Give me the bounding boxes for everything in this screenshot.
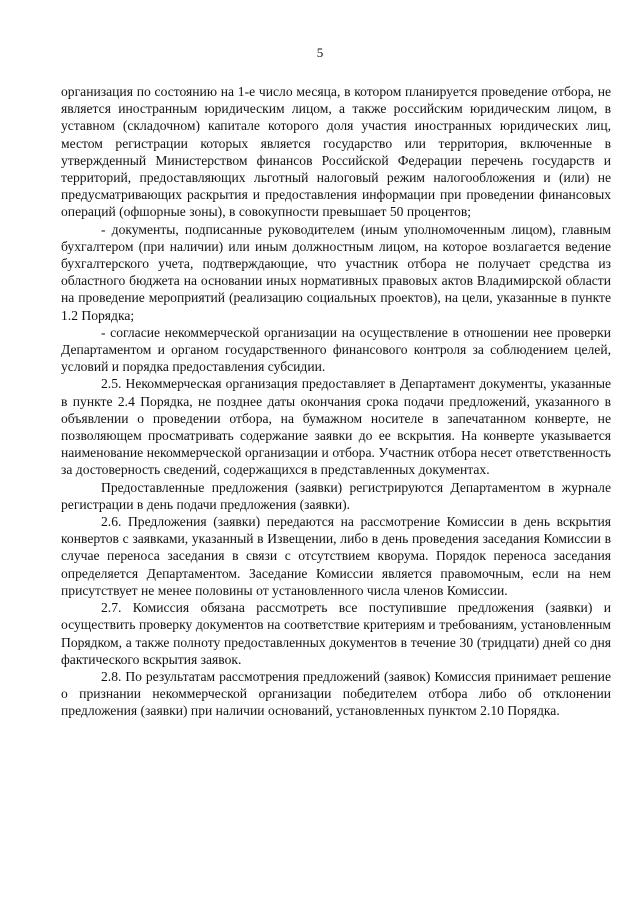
page-number: 5 bbox=[316, 45, 324, 60]
paragraph-registration: Предоставленные предложения (заявки) регистрируются Департаментом в журнале регистрации в день подачи предложения (заявки). bbox=[61, 479, 611, 512]
document-body bbox=[61, 83, 611, 720]
paragraph-continuation: организация по состоянию на 1-е число месяца, в котором планируется проведение отбора, не является иностранным юридическим лицом, а также российским юридическим лицом, в уставном (складочном) капитале которого доля участия иностранных юридических лиц, местом регистрации которых является государство или территория, включенные в утвержденный Министерством финансов Российской Федерации перечень государств и территорий, предоставляющих льготный налоговый режим налогообложения и (или) не предусматривающих раскрытия и предоставления информации при проведении финансовых операций (офшорные зоны), в совокупности превышает 50 процентов; bbox=[61, 84, 611, 220]
paragraph-2-6: 2.6. Предложения (заявки) передаются на рассмотрение Комиссии в день вскрытия конвертов с заявками, указанный в Извещении, либо в день проведения заседания Комиссии в случае переноса заседания в связи с отсутствием кворума. Порядок переноса заседания определяется Департаментом. Заседание Комиссии является правомочным, если на нем присутствует не менее половины от установленного числа членов Комиссии. bbox=[61, 514, 611, 598]
paragraph-2-7: 2.7. Комиссия обязана рассмотреть все поступившие предложения (заявки) и осуществить проверку документов на соответствие критериям и требованиям, установленным Порядком, а также полноту предоставленных документов в течение 30 (тридцати) дней со дня фактического вскрытия заявок. bbox=[61, 600, 611, 667]
paragraph-documents-list-item: - документы, подписанные руководителем (иным уполномоченным лицом), главным бухгалтером (при наличии) или иным должностным лицом, на которое возлагается ведение бухгалтерского учета, подтверждающие, что участник отбора не получает средства из областного бюджета на основании иных нормативных правовых актов Владимирской области на проведение мероприятий (реализацию социальных проектов), на цели, указанные в пункте 1.2 Порядка; bbox=[61, 221, 611, 323]
paragraph-2-5: 2.5. Некоммерческая организация предоставляет в Департамент документы, указанные в пункте 2.4 Порядка, не позднее даты окончания срока подачи предложений, указанного в объявлении о проведении отбора, на бумажном носителе в запечатанном конверте, не позволяющем просматривать содержание заявки до ее вскрытия. На конверте указывается наименование некоммерческой организации и отбора. Участник отбора несет ответственность за достоверность сведений, содержащихся в представленных документах. bbox=[61, 376, 611, 478]
paragraph-2-8: 2.8. По результатам рассмотрения предложений (заявок) Комиссия принимает решение о признании некоммерческой организации победителем отбора либо об отклонении предложения (заявки) при наличии оснований, установленных пунктом 2.10 Порядка. bbox=[61, 668, 611, 719]
paragraph-consent-list-item: - согласие некоммерческой организации на осуществление в отношении нее проверки Департаментом и органом государственного финансового контроля за соблюдением целей, условий и порядка предоставления субсидии. bbox=[61, 324, 611, 375]
